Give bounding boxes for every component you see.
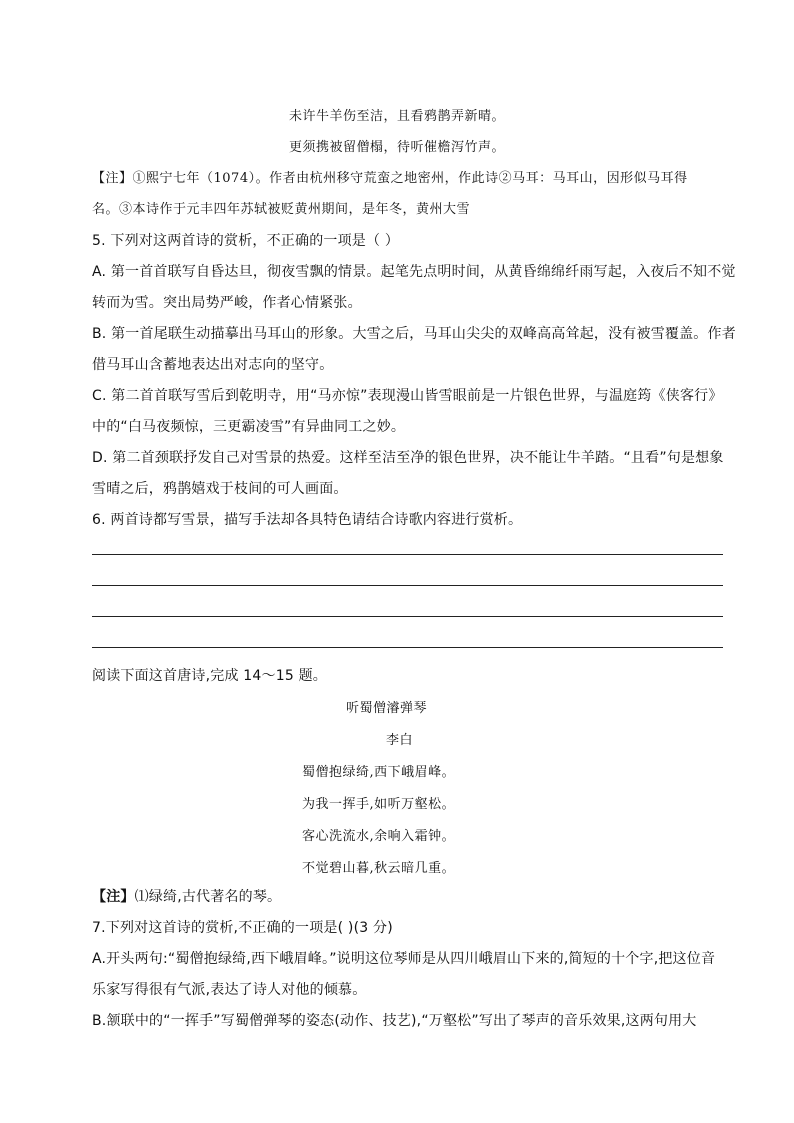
answer-line[interactable] <box>92 647 723 648</box>
option-c: C. 第二首首联写雪后到乾明寺，用“马亦惊”表现漫山皆雪眼前是一片银色世界，与温庭筠《侠客行》 <box>92 388 723 404</box>
poem-line: 不觉碧山暮,秋云暗几重。 <box>302 861 456 876</box>
option-a: A.开头两句:“蜀僧抱绿绮,西下峨眉峰。”说明这位琴师是从四川峨眉山下来的,简短的十个字,把这位音 <box>92 951 716 967</box>
answer-line[interactable] <box>92 585 723 586</box>
poem-line: 客心洗流水,余响入霜钟。 <box>302 829 456 844</box>
answer-line[interactable] <box>92 616 723 617</box>
poem-line: 为我一挥手,如听万壑松。 <box>302 797 456 812</box>
reading-intro: 阅读下面这首唐诗,完成 14～15 题。 <box>92 668 327 684</box>
poem-line: 蜀僧抱绿绮,西下峨眉峰。 <box>302 765 456 780</box>
poem-line: 更须携被留僧榻，待听催檐泻竹声。 <box>288 140 505 155</box>
option-d: D. 第二首颈联抒发自己对雪景的热爱。这样至洁至净的银色世界，决不能让牛羊踏。“且看”句是想象 <box>92 450 724 466</box>
option-b-cont: 借马耳山含蓄地表达出对志向的坚守。 <box>92 357 334 373</box>
note-text: 名。③本诗作于元丰四年苏轼被贬黄州期间，是年冬，黄州大雪 <box>92 202 471 217</box>
note-text: 【注】①熙宁七年（1074）。作者由杭州移守荒蛮之地密州，作此诗②马耳：马耳山，因形似马耳得 <box>92 171 688 186</box>
question-stem: 5. 下列对这两首诗的赏析，不正确的一项是（ ） <box>92 233 400 249</box>
option-b: B. 第一首尾联生动描摹出马耳山的形象。大雪之后，马耳山尖尖的双峰高高耸起，没有被雪覆盖。作者 <box>92 326 736 342</box>
poem-author: 李白 <box>386 733 414 748</box>
poem-title: 听蜀僧濬弹琴 <box>346 701 428 716</box>
option-c-cont: 中的“白马夜频惊，三更霸凌雪”有异曲同工之妙。 <box>92 419 406 435</box>
question-stem: 6. 两首诗都写雪景，描写手法却各具特色请结合诗歌内容进行赏析。 <box>92 512 523 528</box>
poem-note <box>92 886 281 906</box>
answer-line[interactable] <box>92 554 723 555</box>
option-a-cont: 乐家写得很有气派,表达了诗人对他的倾慕。 <box>92 982 367 998</box>
option-d-cont: 雪晴之后，鸦鹊嬉戏于枝间的可人画面。 <box>92 481 348 497</box>
option-a-cont: 转而为雪。突出局势严峻，作者心情紧张。 <box>92 295 362 311</box>
option-a: A. 第一首首联写自昏达旦，彻夜雪飘的情景。起笔先点明时间，从黄昏绵绵纤雨写起，入夜后不知不觉 <box>92 264 736 280</box>
note-text: ⑴绿绮,古代著名的琴。 <box>134 889 282 905</box>
question-stem: 7.下列对这首诗的赏析,不正确的一项是( )(3 分) <box>92 920 393 936</box>
option-b: B.颔联中的“一挥手”写蜀僧弹琴的姿态(动作、技艺),“万壑松”写出了琴声的音乐效果,这两句用大 <box>92 1013 697 1029</box>
note-label: 【注】 <box>92 889 135 905</box>
poem-line: 未许牛羊伤至洁，且看鸦鹊弄新晴。 <box>288 109 505 124</box>
